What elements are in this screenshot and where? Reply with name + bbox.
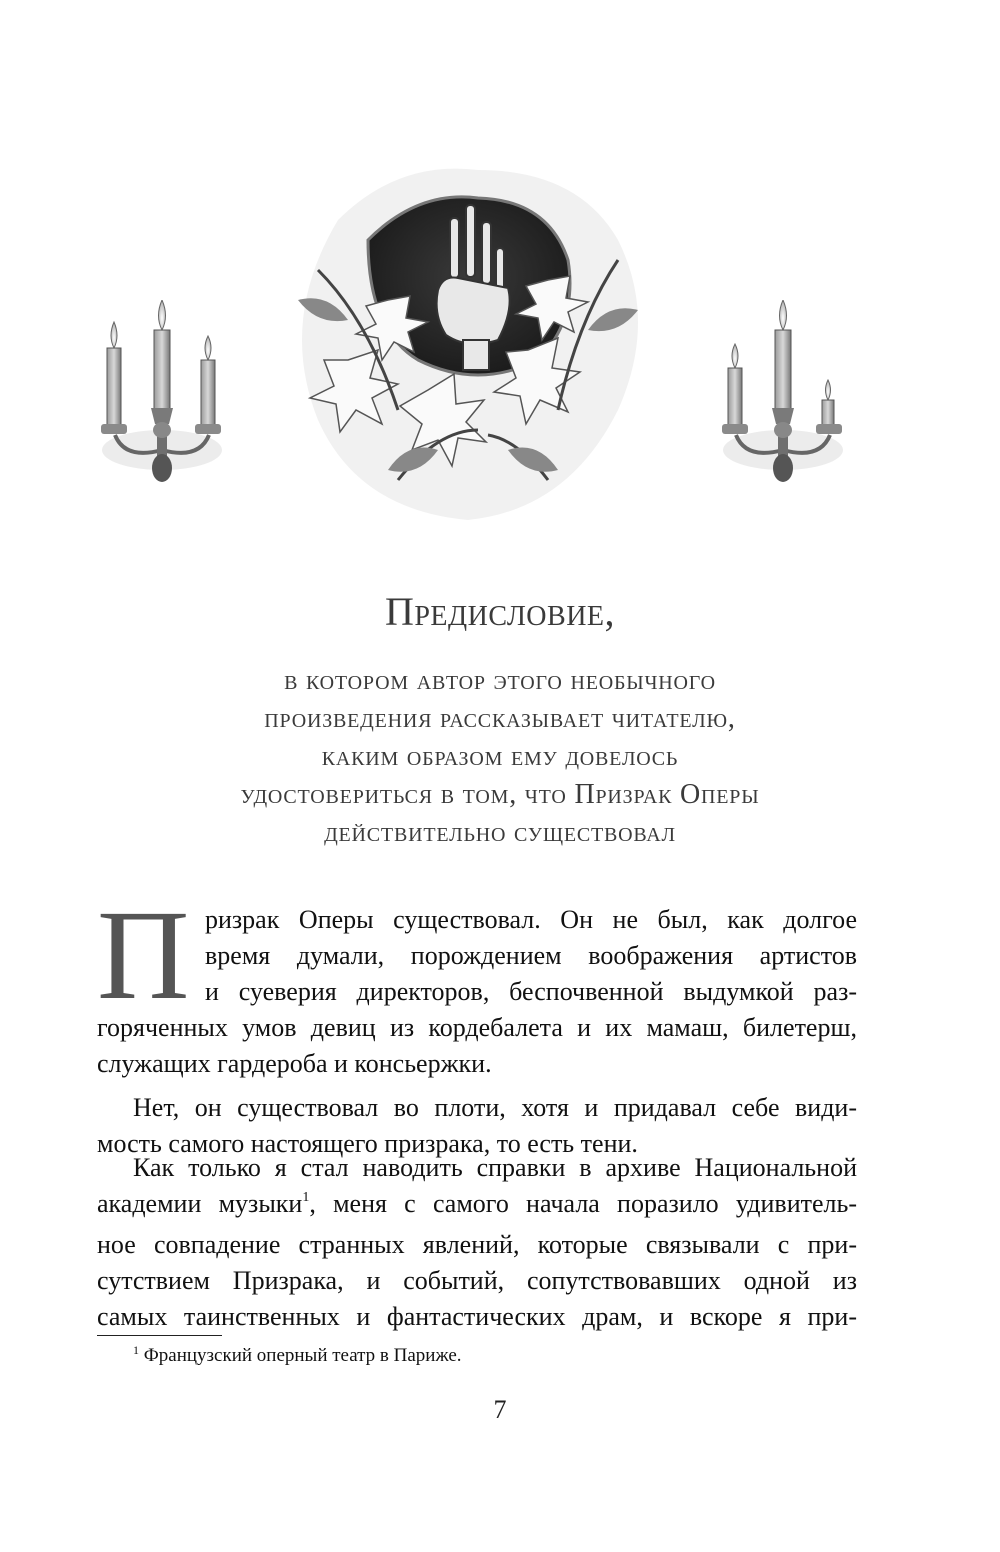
text-line: сутствием Призрака, и событий, сопутствовавших одной из bbox=[97, 1266, 857, 1295]
subtitle-line: произведения рассказывает читателю, bbox=[264, 703, 736, 734]
text-fragment: , меня с самого начала поразило удивитель- bbox=[309, 1189, 857, 1218]
text-line: Нет, он существовал во плоти, хотя и придавал себе види- bbox=[133, 1093, 857, 1122]
text-line: горяченных умов девиц из кордебалета и их мамаш, билетерш, bbox=[97, 1013, 857, 1042]
subtitle-line: действительно существовал bbox=[324, 817, 676, 848]
text-line: Как только я стал наводить справки в архиве Национальной bbox=[133, 1153, 857, 1182]
footnote-text: Французский оперный театр в Париже. bbox=[143, 1345, 462, 1366]
subtitle-line: каким образом ему довелось bbox=[321, 741, 679, 772]
text-line bbox=[97, 1186, 857, 1227]
paragraph-1-indented bbox=[205, 902, 857, 1010]
footnote-marker: 1 bbox=[302, 1190, 310, 1205]
chapter-heading: Предисловие, bbox=[384, 589, 616, 634]
subtitle-line: в котором автор этого необычного bbox=[284, 665, 716, 696]
text-line: самых таинственных и фантастических драм, и вскоре я при- bbox=[97, 1302, 857, 1331]
paragraph-1-rest bbox=[97, 1010, 857, 1082]
chapter-subtitle bbox=[0, 662, 1000, 852]
candelabra-right-icon bbox=[716, 300, 851, 490]
text-line: ное совпадение странных явлений, которые связывали с при- bbox=[97, 1230, 857, 1259]
text-line: ризрак Оперы существовал. Он не был, как долгое bbox=[205, 905, 857, 934]
footnote-rule bbox=[97, 1335, 222, 1336]
subtitle-line: удостовериться в том, что Призрак Оперы bbox=[240, 779, 760, 810]
footnote bbox=[133, 1345, 462, 1367]
text-line: время думали, порождением воображения артистов bbox=[205, 941, 857, 970]
page-number: 7 bbox=[493, 1395, 507, 1424]
text-line: мость самого настоящего призрака, то есть тени. bbox=[97, 1129, 638, 1158]
candelabra-left-icon bbox=[95, 300, 230, 490]
skeleton-hand-lilies-icon bbox=[278, 150, 668, 530]
drop-cap: П bbox=[97, 884, 190, 1026]
text-line: служащих гардероба и консьержки. bbox=[97, 1049, 492, 1078]
footnote-number: 1 bbox=[133, 1343, 139, 1357]
text-line: и суеверия директоров, беспочвенной выдумкой раз- bbox=[205, 977, 857, 1006]
text-fragment: академии музыки bbox=[97, 1189, 303, 1218]
paragraph-3 bbox=[97, 1150, 857, 1335]
